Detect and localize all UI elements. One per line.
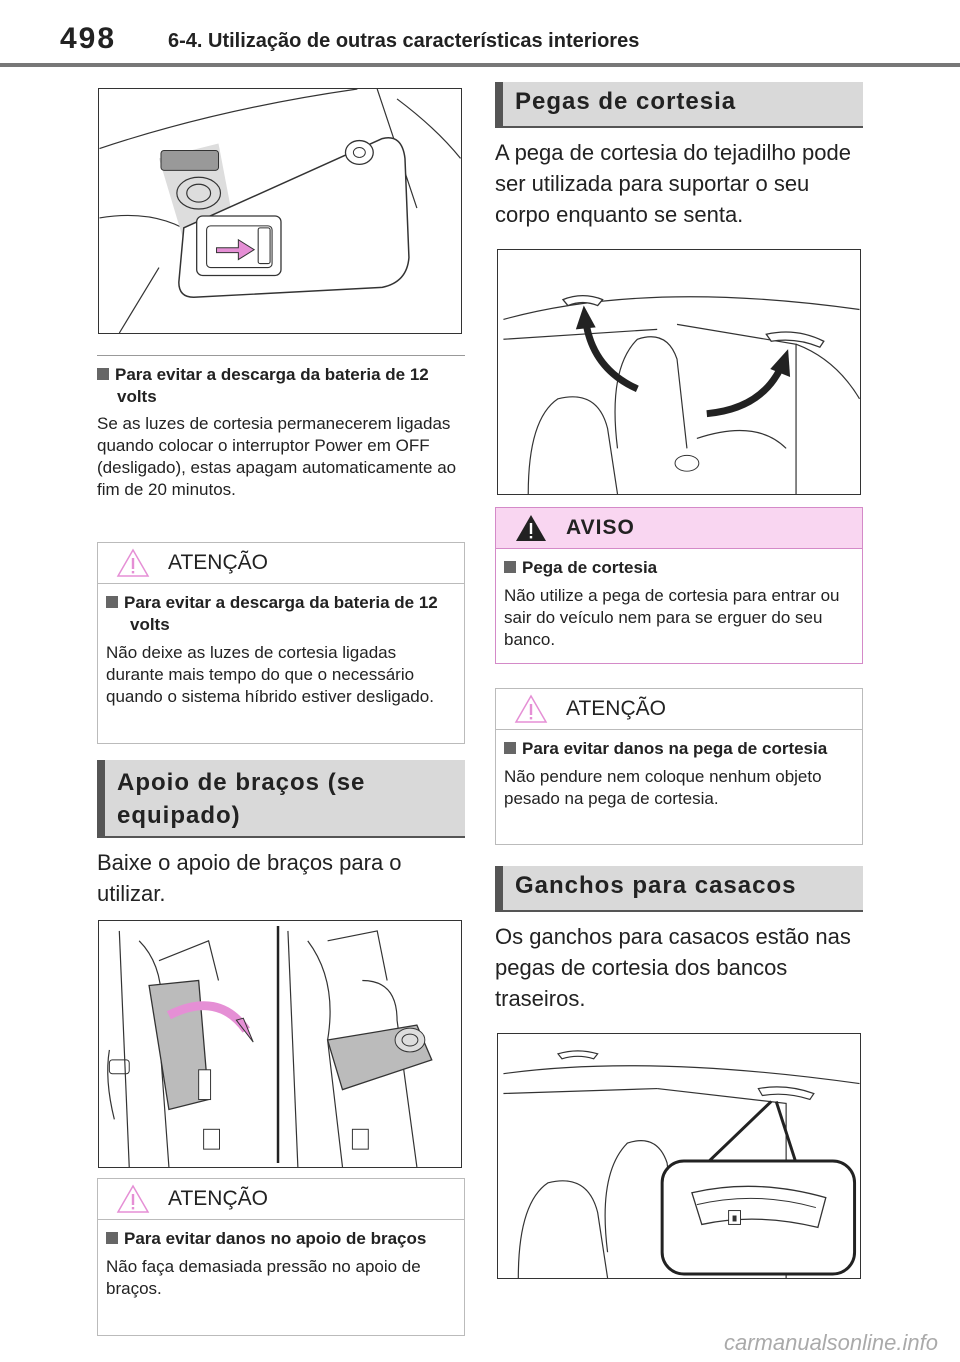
warning-header bbox=[496, 508, 862, 549]
caution-subtitle: Para evitar danos no apoio de braços bbox=[106, 1228, 456, 1250]
hooks-text: Os ganchos para casacos estão nas pegas de cortesia dos bancos traseiros. bbox=[495, 924, 851, 1011]
caution-header bbox=[98, 543, 464, 584]
header-rule bbox=[0, 63, 960, 67]
section-title: Ganchos para casacos bbox=[515, 872, 797, 899]
sun-visor-illustration bbox=[98, 88, 462, 334]
battery-note-text: Se as luzes de cortesia permanecerem ligadas quando colocar o interruptor Power em OFF (desligado), estas apagam automaticamente ao fim de 20 minutos. bbox=[97, 414, 457, 499]
warning-subtitle: Pega de cortesia bbox=[504, 557, 854, 579]
caution-grip-box bbox=[495, 688, 863, 845]
section-title: Pegas de cortesia bbox=[515, 88, 737, 115]
bullet-square-icon bbox=[97, 368, 109, 380]
battery-note-title: Para evitar a descarga da bateria de 12 volts bbox=[97, 364, 465, 408]
bullet-square-icon bbox=[106, 1232, 118, 1244]
assist-grip-illustration bbox=[497, 249, 861, 495]
armrest-illustration bbox=[98, 920, 462, 1168]
page-number: 498 bbox=[60, 22, 117, 55]
warning-text: Não utilize a pega de cortesia para entrar ou sair do veículo nem para se erguer do seu banco. bbox=[504, 586, 840, 649]
caution-battery-box bbox=[97, 542, 465, 744]
warning-triangle-icon bbox=[514, 693, 548, 725]
section-coat-hooks bbox=[495, 866, 863, 912]
section-assist-grip bbox=[495, 82, 863, 128]
caution-subtitle: Para evitar a descarga da bateria de 12 volts bbox=[106, 592, 456, 636]
armrest-text: Baixe o apoio de braços para o utilizar. bbox=[97, 850, 402, 906]
caution-label: ATENÇÃO bbox=[168, 551, 268, 574]
caution-label: ATENÇÃO bbox=[168, 1187, 268, 1210]
caution-label: ATENÇÃO bbox=[566, 697, 666, 720]
section-title: Apoio de braços (se equipado) bbox=[117, 769, 366, 829]
section-armrest bbox=[97, 760, 465, 838]
subhead-rule bbox=[97, 355, 465, 356]
grip-text: A pega de cortesia do tejadilho pode ser utilizada para suportar o seu corpo enquanto se senta. bbox=[495, 140, 851, 227]
caution-text: Não deixe as luzes de cortesia ligadas durante mais tempo do que o necessário quando o sistema híbrido estiver desligado. bbox=[106, 643, 434, 706]
bullet-square-icon bbox=[106, 596, 118, 608]
bullet-square-icon bbox=[504, 742, 516, 754]
caution-armrest-box bbox=[97, 1178, 465, 1336]
bullet-square-icon bbox=[504, 561, 516, 573]
warning-label: AVISO bbox=[566, 516, 635, 539]
caution-text: Não pendure nem coloque nenhum objeto pesado na pega de cortesia. bbox=[504, 767, 822, 808]
watermark: carmanualsonline.info bbox=[723, 1330, 938, 1355]
caution-header bbox=[496, 689, 862, 730]
chapter-title: 6-4. Utilização de outras características interiores bbox=[168, 30, 640, 52]
caution-header bbox=[98, 1179, 464, 1220]
warning-triangle-icon bbox=[116, 1183, 150, 1215]
caution-text: Não faça demasiada pressão no apoio de braços. bbox=[106, 1257, 421, 1298]
warning-triangle-icon bbox=[514, 512, 548, 544]
caution-subtitle: Para evitar danos na pega de cortesia bbox=[504, 738, 854, 760]
coat-hook-illustration bbox=[497, 1033, 861, 1279]
warning-grip-box bbox=[495, 507, 863, 664]
warning-triangle-icon bbox=[116, 547, 150, 579]
